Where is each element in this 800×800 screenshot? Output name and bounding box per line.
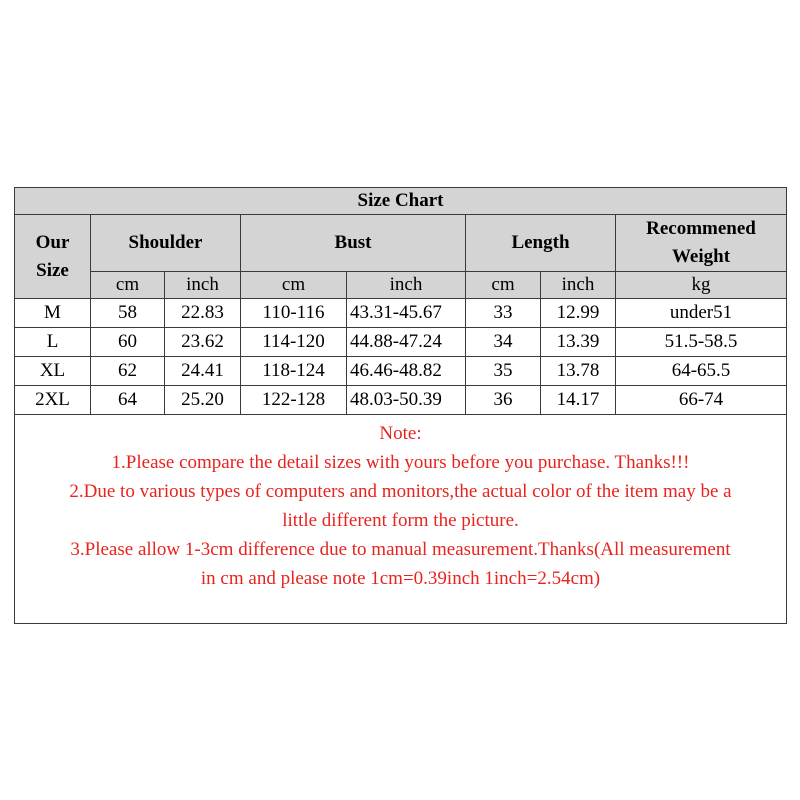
table-cell: 44.88-47.24	[347, 328, 466, 357]
unit-cell: inch	[165, 272, 241, 299]
note-line: 2.Due to various types of computers and monitors,the actual color of the item may be a	[69, 481, 732, 502]
notes-row	[15, 415, 787, 624]
table-cell: 46.46-48.82	[347, 357, 466, 386]
size-chart-table	[14, 187, 787, 624]
table-cell: 23.62	[165, 328, 241, 357]
table-cell: 118-124	[241, 357, 347, 386]
header-weight-label: Recommened Weight	[646, 218, 756, 267]
size-cell: L	[15, 328, 91, 357]
table-row	[15, 328, 787, 357]
table-cell: 12.99	[541, 299, 616, 328]
size-cell: 2XL	[15, 386, 91, 415]
table-cell: 64-65.5	[616, 357, 787, 386]
table-cell: 24.41	[165, 357, 241, 386]
chart-title: Size Chart	[15, 188, 787, 215]
title-row	[15, 188, 787, 215]
unit-cell: inch	[541, 272, 616, 299]
header-length: Length	[466, 215, 616, 272]
table-cell: 13.39	[541, 328, 616, 357]
size-chart	[14, 187, 786, 624]
note-line: little different form the picture.	[282, 510, 519, 531]
table-cell: 60	[91, 328, 165, 357]
table-cell: 51.5-58.5	[616, 328, 787, 357]
size-cell: M	[15, 299, 91, 328]
table-row	[15, 357, 787, 386]
unit-cell: cm	[91, 272, 165, 299]
table-cell: 43.31-45.67	[347, 299, 466, 328]
header-row	[15, 215, 787, 272]
unit-cell: cm	[241, 272, 347, 299]
table-cell: 35	[466, 357, 541, 386]
table-cell: 34	[466, 328, 541, 357]
table-cell: 14.17	[541, 386, 616, 415]
table-cell: 48.03-50.39	[347, 386, 466, 415]
table-cell: under51	[616, 299, 787, 328]
unit-cell: kg	[616, 272, 787, 299]
unit-cell: cm	[466, 272, 541, 299]
header-size	[15, 215, 91, 299]
unit-row	[15, 272, 787, 299]
table-cell: 114-120	[241, 328, 347, 357]
table-cell: 33	[466, 299, 541, 328]
table-row	[15, 386, 787, 415]
table-cell: 22.83	[165, 299, 241, 328]
table-row	[15, 299, 787, 328]
header-shoulder: Shoulder	[91, 215, 241, 272]
table-cell: 110-116	[241, 299, 347, 328]
header-weight	[616, 215, 787, 272]
table-cell: 62	[91, 357, 165, 386]
header-size-label: Our Size	[35, 231, 70, 281]
table-cell: 64	[91, 386, 165, 415]
table-cell: 66-74	[616, 386, 787, 415]
table-cell: 58	[91, 299, 165, 328]
table-cell: 122-128	[241, 386, 347, 415]
table-cell: 36	[466, 386, 541, 415]
note-line: in cm and please note 1cm=0.39inch 1inch=2.54cm)	[200, 568, 601, 589]
note-heading: Note:	[379, 423, 422, 444]
table-cell: 25.20	[165, 386, 241, 415]
size-cell: XL	[15, 357, 91, 386]
note-line: 1.Please compare the detail sizes with yours before you purchase. Thanks!!!	[111, 452, 690, 473]
note-line: 3.Please allow 1-3cm difference due to manual measurement.Thanks(All measurement	[70, 539, 731, 560]
table-cell: 13.78	[541, 357, 616, 386]
notes-cell	[15, 415, 787, 624]
header-bust: Bust	[241, 215, 466, 272]
unit-cell: inch	[347, 272, 466, 299]
